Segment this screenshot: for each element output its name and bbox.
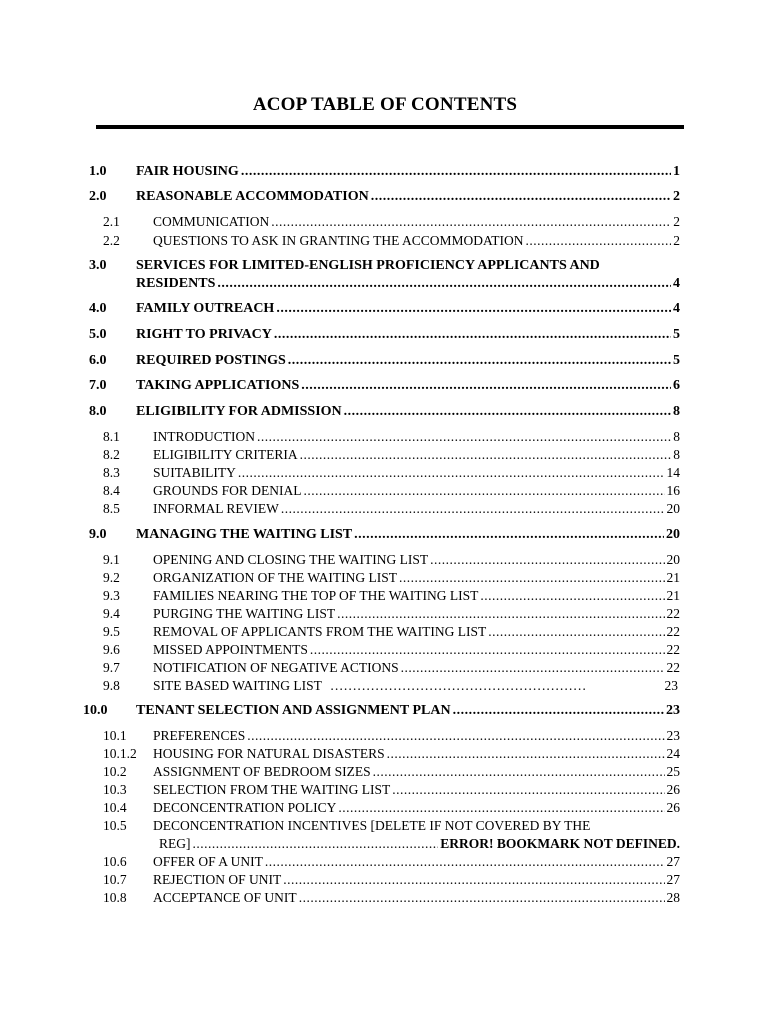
toc-subentry[interactable] <box>103 215 680 229</box>
toc-leader <box>300 448 672 462</box>
toc-entry-number: 10.3 <box>103 782 127 797</box>
toc-entry-page: 23 <box>666 703 680 718</box>
toc-entry-page: 4 <box>673 276 680 291</box>
toc-entry-label: REASONABLE ACCOMMODATION <box>136 189 369 204</box>
toc-leader <box>304 484 665 498</box>
toc-leader <box>401 661 665 675</box>
toc-leader <box>193 837 439 851</box>
toc-entry-label: GROUNDS FOR DENIAL <box>153 483 302 498</box>
toc-entry-number: 7.0 <box>89 378 107 393</box>
toc-entry-number: 10.5 <box>103 818 127 833</box>
toc-entry-number: 6.0 <box>89 353 107 368</box>
toc-entry[interactable] <box>89 405 680 419</box>
toc-entry[interactable] <box>89 165 680 179</box>
toc-leader <box>217 277 671 291</box>
toc-leader <box>310 643 665 657</box>
page-title: ACOP TABLE OF CONTENTS <box>252 94 518 115</box>
toc-subentry[interactable] <box>103 729 680 743</box>
toc-entry-label: DECONCENTRATION POLICY <box>153 800 337 815</box>
toc-entry-number: 2.0 <box>89 189 107 204</box>
toc-leader <box>373 765 665 779</box>
toc-subentry[interactable] <box>103 855 680 869</box>
toc-leader <box>526 234 672 248</box>
toc-entry-page: 5 <box>673 327 680 342</box>
toc-entry[interactable] <box>89 528 680 542</box>
toc-leader <box>399 571 665 585</box>
toc-entry-label: FAMILY OUTREACH <box>136 301 275 316</box>
toc-subentry[interactable] <box>103 607 680 621</box>
toc-entry-page: 20 <box>666 527 680 542</box>
toc-entry-number: 8.0 <box>89 404 107 419</box>
toc-entry-number: 4.0 <box>89 301 107 316</box>
toc-entry-number: 9.8 <box>103 678 120 693</box>
toc-leader <box>430 553 664 567</box>
toc-leader <box>247 729 664 743</box>
toc-entry-number: 10.2 <box>103 764 127 779</box>
toc-entry-number: 5.0 <box>89 327 107 342</box>
toc-entry-label: SERVICES FOR LIMITED-ENGLISH PROFICIENCY APPLICANTS AND <box>136 258 600 273</box>
toc-entry-label: REMOVAL OF APPLICANTS FROM THE WAITING LIST <box>153 624 487 639</box>
toc-entry-page: 28 <box>666 890 680 905</box>
toc-entry[interactable] <box>89 328 680 342</box>
toc-entry-number: 9.0 <box>89 527 107 542</box>
toc-leader <box>301 379 671 393</box>
toc-subentry[interactable] <box>103 679 678 693</box>
toc-entry[interactable] <box>89 379 680 393</box>
toc-leader <box>371 190 671 204</box>
toc-entry-page: 22 <box>666 624 680 639</box>
toc-entry-number: 8.1 <box>103 429 120 444</box>
toc-leader <box>288 354 671 368</box>
toc-subentry[interactable] <box>103 589 680 603</box>
toc-entry-label: DECONCENTRATION INCENTIVES [DELETE IF NOT COVERED BY THE <box>153 818 591 833</box>
toc-subentry[interactable] <box>103 448 680 462</box>
toc-leader <box>337 607 664 621</box>
toc-entry-page: 16 <box>666 483 680 498</box>
toc-entry-label: INTRODUCTION <box>153 429 255 444</box>
toc-entry-page: 26 <box>666 782 680 797</box>
toc-entry-page: 26 <box>666 800 680 815</box>
toc-entry-label: QUESTIONS TO ASK IN GRANTING THE ACCOMMODATION <box>153 233 524 248</box>
toc-entry-label: FAIR HOUSING <box>136 164 239 179</box>
toc-subentry[interactable] <box>103 234 680 248</box>
toc-entry-label: FAMILIES NEARING THE TOP OF THE WAITING LIST <box>153 588 479 603</box>
toc-leader <box>392 783 664 797</box>
toc-entry-page: 20 <box>666 552 680 567</box>
toc-leader <box>488 625 664 639</box>
toc-entry-page: 22 <box>666 606 680 621</box>
toc-entry-label: MANAGING THE WAITING LIST <box>136 527 353 542</box>
toc-entry-page: 2 <box>673 214 680 229</box>
toc-entry-page: 21 <box>666 588 680 603</box>
toc-leader <box>238 466 665 480</box>
toc-entry-label: OPENING AND CLOSING THE WAITING LIST <box>153 552 429 567</box>
toc-entry-page: 27 <box>666 872 680 887</box>
toc-entry-number: 9.4 <box>103 606 120 621</box>
toc-entry-number: 9.7 <box>103 660 120 675</box>
toc-entry-label: TAKING APPLICATIONS <box>136 378 300 393</box>
toc-subentry[interactable] <box>103 747 680 761</box>
toc-subentry[interactable] <box>103 801 680 815</box>
toc-entry-page: 22 <box>666 642 680 657</box>
toc-entry-label: REQUIRED POSTINGS <box>136 353 286 368</box>
toc-entry-number: 9.3 <box>103 588 120 603</box>
toc-entry-label: ELIGIBILITY FOR ADMISSION <box>136 404 342 419</box>
toc-entry-number: 8.2 <box>103 447 120 462</box>
toc-leader <box>241 165 671 179</box>
toc-subentry[interactable] <box>103 819 680 833</box>
toc-leader <box>453 704 664 718</box>
toc-entry-label: SITE BASED WAITING LIST <box>153 678 322 693</box>
toc-entry[interactable] <box>89 354 680 368</box>
toc-leader <box>281 502 665 516</box>
toc-entry-label: ELIGIBILITY CRITERIA <box>153 447 298 462</box>
toc-entry-label: HOUSING FOR NATURAL DISASTERS <box>153 746 385 761</box>
toc-entry-label: ASSIGNMENT OF BEDROOM SIZES <box>153 764 371 779</box>
toc-entry-number: 2.1 <box>103 214 120 229</box>
toc-leader <box>480 589 664 603</box>
toc-entry-page: 6 <box>673 378 680 393</box>
toc-leader <box>354 528 664 542</box>
toc-subentry[interactable] <box>103 891 680 905</box>
toc-entry-page: 14 <box>666 465 680 480</box>
toc-leader <box>274 328 671 342</box>
toc-entry-number: 10.1.2 <box>103 746 137 761</box>
toc-entry-number: 9.1 <box>103 552 120 567</box>
toc-entry[interactable] <box>89 190 680 204</box>
toc-entry-page: 8 <box>673 429 680 444</box>
toc-entry-page: 25 <box>666 764 680 779</box>
toc-subentry[interactable] <box>103 571 680 585</box>
toc-entry-label: MISSED APPOINTMENTS <box>153 642 308 657</box>
toc-entry-label: ACCEPTANCE OF UNIT <box>153 890 297 905</box>
toc-entry-label: OFFER OF A UNIT <box>153 854 263 869</box>
toc-entry-label: SUITABILITY <box>153 465 236 480</box>
toc-entry-number: 2.2 <box>103 233 120 248</box>
toc-subentry-continuation[interactable] <box>159 837 680 851</box>
toc-leader <box>283 873 664 887</box>
toc-entry-page: 27 <box>666 854 680 869</box>
toc-subentry[interactable] <box>103 484 680 498</box>
toc-entry-number: 9.2 <box>103 570 120 585</box>
toc-entry-page: 2 <box>673 233 680 248</box>
toc-entry-number: 9.6 <box>103 642 120 657</box>
toc-entry-number: 10.6 <box>103 854 127 869</box>
toc-entry-page: 23 <box>666 728 680 743</box>
title-underline <box>96 125 684 129</box>
toc-entry-page: 2 <box>673 189 680 204</box>
toc-entry-page: 21 <box>666 570 680 585</box>
toc-subentry[interactable] <box>103 661 680 675</box>
toc-entry-page: 5 <box>673 353 680 368</box>
toc-leader <box>265 855 665 869</box>
toc-subentry[interactable] <box>103 783 680 797</box>
toc-subentry[interactable] <box>103 553 680 567</box>
toc-entry-label-continued: REG] <box>159 836 191 851</box>
toc-subentry[interactable] <box>103 466 680 480</box>
toc-entry-page: 4 <box>673 301 680 316</box>
toc-entry-number: 9.5 <box>103 624 120 639</box>
toc-entry-label: RIGHT TO PRIVACY <box>136 327 272 342</box>
toc-leader <box>338 801 664 815</box>
toc-entry-page: 23 <box>664 678 678 693</box>
toc-leader: ………………………………………………… <box>329 679 587 693</box>
toc-entry-label: INFORMAL REVIEW <box>153 501 279 516</box>
toc-entry-number: 10.0 <box>83 703 108 718</box>
toc-entry-label: ORGANIZATION OF THE WAITING LIST <box>153 570 397 585</box>
toc-entry-label-continued: RESIDENTS <box>136 276 216 291</box>
toc-leader <box>257 430 671 444</box>
toc-leader <box>271 215 671 229</box>
toc-entry-page: 20 <box>666 501 680 516</box>
toc-entry-number: 10.1 <box>103 728 127 743</box>
toc-entry-number: 8.5 <box>103 501 120 516</box>
toc-entry-label: REJECTION OF UNIT <box>153 872 282 887</box>
toc-subentry[interactable] <box>103 643 680 657</box>
toc-leader <box>387 747 665 761</box>
toc-entry-number: 10.7 <box>103 872 127 887</box>
toc-entry-continuation[interactable] <box>136 277 680 291</box>
toc-entry[interactable] <box>89 302 680 316</box>
toc-subentry[interactable] <box>103 502 680 516</box>
toc-entry-page: 8 <box>673 404 680 419</box>
toc-bookmark-error: ERROR! BOOKMARK NOT DEFINED. <box>440 836 680 851</box>
toc-entry-label: PREFERENCES <box>153 728 246 743</box>
toc-entry-label: SELECTION FROM THE WAITING LIST <box>153 782 391 797</box>
toc-entry-number: 10.8 <box>103 890 127 905</box>
toc-entry-label: PURGING THE WAITING LIST <box>153 606 336 621</box>
toc-leader <box>344 405 671 419</box>
toc-entry-page: 22 <box>666 660 680 675</box>
toc-entry-page: 24 <box>666 746 680 761</box>
toc-entry-page: 1 <box>673 164 680 179</box>
toc-entry-label: TENANT SELECTION AND ASSIGNMENT PLAN <box>136 703 451 718</box>
toc-leader <box>299 891 665 905</box>
toc-subentry[interactable] <box>103 873 680 887</box>
toc-entry[interactable] <box>83 704 680 718</box>
toc-entry-number: 8.3 <box>103 465 120 480</box>
toc-entry[interactable] <box>89 259 680 273</box>
toc-entry-page: 8 <box>673 447 680 462</box>
toc-entry-number: 10.4 <box>103 800 127 815</box>
toc-subentry[interactable] <box>103 765 680 779</box>
toc-entry-label: NOTIFICATION OF NEGATIVE ACTIONS <box>153 660 399 675</box>
toc-entry-number: 8.4 <box>103 483 120 498</box>
toc-subentry[interactable] <box>103 430 680 444</box>
toc-leader <box>276 302 671 316</box>
toc-subentry[interactable] <box>103 625 680 639</box>
toc-entry-number: 1.0 <box>89 164 107 179</box>
toc-entry-label: COMMUNICATION <box>153 214 270 229</box>
toc-entry-number: 3.0 <box>89 258 107 273</box>
